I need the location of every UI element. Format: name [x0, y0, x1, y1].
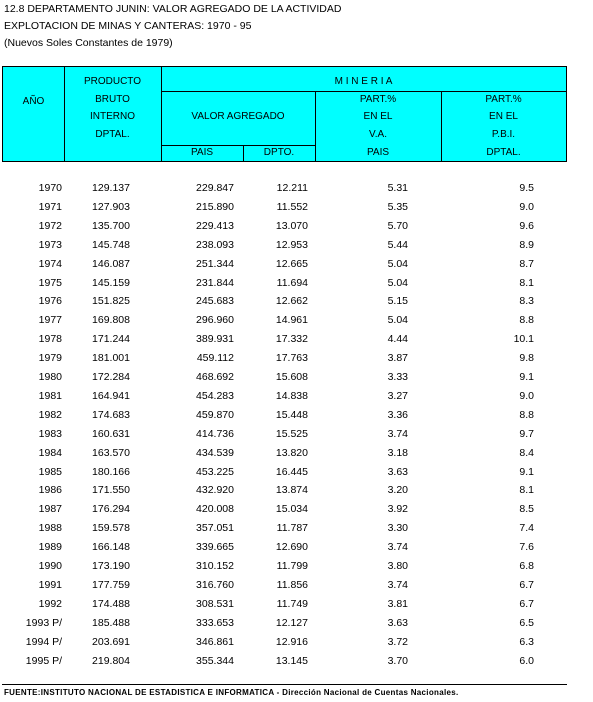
table-row	[0, 274, 593, 293]
cell-va-pais: 245.683	[196, 295, 234, 308]
table-row	[0, 463, 593, 482]
cell-year: 1984	[38, 446, 62, 459]
cell-pbi-dptal: 164.941	[92, 389, 130, 402]
cell-year: 1977	[38, 314, 62, 327]
cell-va-pais: 231.844	[196, 276, 234, 289]
cell-pbi-dptal: 219.804	[92, 654, 130, 667]
cell-part-va-pais: 3.33	[387, 371, 408, 383]
cell-pbi-dptal: 163.570	[92, 446, 130, 459]
cell-va-dpto: 12.690	[275, 541, 308, 554]
cell-part-va-pais: 3.18	[387, 446, 408, 459]
cell-part-pbi-dptal: 8.5	[519, 503, 534, 516]
cell-va-pais: 308.531	[196, 597, 234, 610]
cell-pbi-dptal: 159.578	[92, 522, 130, 535]
cell-va-pais: 215.890	[196, 200, 234, 213]
cell-part-va-pais: 3.63	[387, 616, 408, 629]
header-mineria: M I N E R I A	[334, 76, 393, 87]
header-pais: PAIS	[190, 147, 214, 158]
cell-pbi-dptal: 174.683	[92, 408, 130, 421]
table-row	[0, 538, 593, 557]
cell-part-va-pais: 5.70	[387, 219, 408, 232]
cell-va-pais: 316.760	[196, 578, 234, 591]
cell-pbi-dptal: 166.148	[92, 541, 130, 554]
cell-part-pbi-dptal: 6.0	[519, 654, 534, 667]
cell-year: 1979	[38, 352, 62, 365]
cell-va-dpto: 15.608	[275, 371, 308, 383]
cell-va-pais: 459.870	[196, 408, 234, 421]
cell-va-dpto: 12.665	[275, 257, 308, 270]
table-row	[0, 387, 593, 406]
cell-part-va-pais: 4.44	[387, 333, 408, 346]
cell-pbi-dptal: 160.631	[92, 427, 130, 440]
header-pbi-line4: DPTAL.	[95, 129, 130, 140]
cell-pbi-dptal: 135.700	[92, 219, 130, 232]
cell-pbi-dptal: 171.550	[92, 484, 130, 497]
cell-year: 1972	[38, 219, 62, 232]
cell-va-pais: 453.225	[196, 465, 234, 478]
cell-va-pais: 389.931	[196, 333, 234, 346]
cell-part-va-pais: 5.15	[387, 295, 408, 308]
cell-pbi-dptal: 145.748	[92, 238, 130, 251]
cell-va-dpto: 16.445	[275, 465, 308, 478]
table-row	[0, 519, 593, 538]
footer-divider	[2, 684, 567, 685]
cell-va-pais: 420.008	[196, 503, 234, 516]
table-units: (Nuevos Soles Constantes de 1979)	[4, 37, 173, 49]
cell-year: 1971	[38, 200, 62, 213]
cell-part-va-pais: 3.30	[387, 522, 408, 535]
cell-year: 1988	[38, 522, 62, 535]
table-row	[0, 330, 593, 349]
cell-part-pbi-dptal: 8.8	[519, 314, 534, 327]
cell-pbi-dptal: 185.488	[92, 616, 130, 629]
cell-va-pais: 333.653	[196, 616, 234, 629]
cell-va-pais: 355.344	[196, 654, 234, 667]
cell-pbi-dptal: 180.166	[92, 465, 130, 478]
cell-part-va-pais: 3.70	[387, 654, 408, 667]
cell-part-pbi-dptal: 6.7	[519, 597, 534, 610]
cell-part-pbi-dptal: 6.5	[519, 616, 534, 629]
cell-part-pbi-dptal: 6.7	[519, 578, 534, 591]
cell-part-pbi-dptal: 7.6	[519, 541, 534, 554]
cell-part-pbi-dptal: 9.0	[519, 389, 534, 402]
cell-part-va-pais: 3.92	[387, 503, 408, 516]
cell-va-pais: 468.692	[196, 371, 234, 383]
cell-part-va-pais: 3.27	[387, 389, 408, 402]
cell-year: 1991	[38, 578, 62, 591]
cell-pbi-dptal: 146.087	[92, 257, 130, 270]
cell-part-va-pais: 3.72	[387, 635, 408, 648]
cell-year: 1989	[38, 541, 62, 554]
header-partpbi-line3: P.B.I.	[491, 129, 516, 140]
cell-va-dpto: 11.799	[276, 560, 308, 572]
table-title: 12.8 DEPARTAMENTO JUNIN: VALOR AGREGADO DE LA ACTIVIDAD	[4, 3, 342, 15]
cell-va-dpto: 11.694	[276, 276, 308, 289]
table-row	[0, 255, 593, 274]
cell-part-pbi-dptal: 9.1	[519, 371, 534, 383]
cell-pbi-dptal: 174.488	[92, 597, 130, 610]
table-row	[0, 614, 593, 633]
cell-pbi-dptal: 127.903	[92, 200, 130, 213]
cell-part-pbi-dptal: 6.8	[519, 560, 534, 572]
cell-year: 1992	[38, 597, 62, 610]
cell-va-dpto: 11.856	[276, 578, 308, 591]
cell-va-dpto: 12.662	[275, 295, 308, 308]
cell-pbi-dptal: 181.001	[92, 352, 130, 365]
cell-part-va-pais: 3.74	[387, 541, 408, 554]
cell-va-pais: 459.112	[196, 352, 234, 365]
cell-va-dpto: 13.874	[275, 484, 308, 497]
cell-va-dpto: 11.552	[276, 200, 308, 213]
cell-year: 1978	[38, 333, 62, 346]
header-partva-line1: PART.%	[359, 94, 397, 105]
cell-part-pbi-dptal: 9.1	[519, 465, 534, 478]
cell-va-pais: 339.665	[196, 541, 234, 554]
cell-part-va-pais: 5.04	[387, 276, 408, 289]
cell-part-pbi-dptal: 8.8	[519, 408, 534, 421]
cell-part-va-pais: 3.63	[387, 465, 408, 478]
cell-part-va-pais: 3.74	[387, 578, 408, 591]
cell-va-dpto: 14.838	[275, 389, 308, 402]
cell-year: 1983	[38, 427, 62, 440]
table-row	[0, 198, 593, 217]
header-partpbi-line4: DPTAL.	[486, 147, 521, 158]
cell-va-pais: 414.736	[196, 427, 234, 440]
source-note: FUENTE:INSTITUTO NACIONAL DE ESTADISTICA E INFORMATICA - Dirección Nacional de Cuentas Nacionales.	[4, 688, 459, 697]
cell-part-va-pais: 3.80	[387, 560, 408, 572]
table-row	[0, 406, 593, 425]
table-row	[0, 500, 593, 519]
header-partva-line3: V.A.	[369, 129, 387, 140]
cell-pbi-dptal: 169.808	[92, 314, 130, 327]
cell-va-dpto: 13.145	[275, 654, 308, 667]
cell-va-pais: 229.847	[196, 182, 234, 194]
header-pbi-line1: PRODUCTO	[83, 76, 142, 87]
cell-va-dpto: 15.448	[275, 408, 308, 421]
table-header	[2, 66, 567, 162]
table-row	[0, 652, 593, 671]
table-row	[0, 557, 593, 576]
table-row	[0, 633, 593, 652]
cell-pbi-dptal: 203.691	[92, 635, 130, 648]
header-partpbi-line1: PART.%	[485, 94, 522, 105]
cell-year: 1990	[38, 560, 62, 572]
cell-va-pais: 238.093	[196, 238, 234, 251]
cell-part-pbi-dptal: 9.7	[519, 427, 534, 440]
cell-year: 1993 P/	[25, 616, 62, 629]
cell-va-pais: 229.413	[196, 219, 234, 232]
cell-pbi-dptal: 173.190	[92, 560, 130, 572]
cell-va-pais: 357.051	[196, 522, 234, 535]
table-row	[0, 444, 593, 463]
table-row	[0, 311, 593, 330]
cell-part-va-pais: 5.35	[387, 200, 408, 213]
cell-va-dpto: 12.916	[275, 635, 308, 648]
cell-year: 1985	[38, 465, 62, 478]
cell-va-dpto: 11.749	[276, 597, 308, 610]
cell-pbi-dptal: 171.244	[92, 333, 130, 346]
cell-year: 1987	[38, 503, 62, 516]
cell-year: 1974	[38, 257, 62, 270]
table-row	[0, 576, 593, 595]
cell-part-pbi-dptal: 9.0	[519, 200, 534, 213]
cell-va-dpto: 15.525	[275, 427, 308, 440]
cell-year: 1994 P/	[25, 635, 62, 648]
cell-year: 1981	[38, 389, 62, 402]
cell-year: 1976	[38, 295, 62, 308]
cell-part-pbi-dptal: 8.1	[519, 276, 534, 289]
table-row	[0, 179, 593, 198]
cell-pbi-dptal: 129.137	[92, 182, 130, 194]
cell-part-pbi-dptal: 10.1	[513, 333, 534, 346]
cell-va-pais: 346.861	[196, 635, 234, 648]
cell-va-pais: 454.283	[196, 389, 234, 402]
cell-va-dpto: 15.034	[275, 503, 308, 516]
table-row	[0, 425, 593, 444]
cell-year: 1980	[38, 371, 62, 383]
table-row	[0, 217, 593, 236]
header-valor-agregado: VALOR AGREGADO	[191, 111, 285, 122]
cell-part-pbi-dptal: 8.3	[519, 295, 534, 308]
cell-part-va-pais: 5.04	[387, 314, 408, 327]
cell-part-pbi-dptal: 9.6	[519, 219, 534, 232]
cell-va-pais: 310.152	[196, 560, 234, 572]
cell-part-va-pais: 3.74	[387, 427, 408, 440]
cell-part-va-pais: 3.81	[387, 597, 408, 610]
cell-part-pbi-dptal: 8.1	[519, 484, 534, 497]
cell-va-pais: 434.539	[196, 446, 234, 459]
cell-va-dpto: 13.820	[275, 446, 308, 459]
cell-part-pbi-dptal: 9.5	[519, 182, 534, 194]
cell-part-pbi-dptal: 9.8	[519, 352, 534, 365]
cell-va-dpto: 17.332	[275, 333, 308, 346]
header-anio: AÑO	[22, 96, 45, 107]
header-partpbi-line2: EN EL	[489, 111, 518, 122]
cell-part-va-pais: 3.87	[387, 352, 408, 365]
cell-va-dpto: 12.953	[275, 238, 308, 251]
cell-part-va-pais: 5.44	[387, 238, 408, 251]
cell-year: 1995 P/	[25, 654, 62, 667]
cell-part-va-pais: 3.36	[387, 408, 408, 421]
cell-part-pbi-dptal: 8.7	[519, 257, 534, 270]
cell-part-va-pais: 5.31	[387, 182, 408, 194]
cell-year: 1975	[38, 276, 62, 289]
cell-part-pbi-dptal: 8.4	[519, 446, 534, 459]
cell-year: 1986	[38, 484, 62, 497]
cell-pbi-dptal: 176.294	[92, 503, 130, 516]
cell-part-pbi-dptal: 6.3	[519, 635, 534, 648]
cell-year: 1973	[38, 238, 62, 251]
table-row	[0, 349, 593, 368]
cell-va-dpto: 17.763	[275, 352, 308, 365]
cell-va-pais: 432.920	[196, 484, 234, 497]
cell-pbi-dptal: 145.159	[92, 276, 130, 289]
header-dpto: DPTO.	[263, 147, 295, 158]
cell-pbi-dptal: 177.759	[92, 578, 130, 591]
cell-pbi-dptal: 151.825	[92, 295, 130, 308]
cell-part-pbi-dptal: 7.4	[519, 522, 534, 535]
table-row	[0, 292, 593, 311]
header-partva-line2: EN EL	[363, 111, 393, 122]
cell-part-pbi-dptal: 8.9	[519, 238, 534, 251]
header-pbi-line3: INTERNO	[90, 111, 135, 122]
cell-va-dpto: 12.127	[275, 616, 308, 629]
cell-part-va-pais: 3.20	[387, 484, 408, 497]
cell-va-dpto: 14.961	[275, 314, 308, 327]
table-row	[0, 236, 593, 255]
header-pbi-line2: BRUTO	[95, 94, 130, 105]
table-row	[0, 368, 593, 387]
cell-va-dpto: 13.070	[275, 219, 308, 232]
cell-part-va-pais: 5.04	[387, 257, 408, 270]
cell-va-pais: 296.960	[196, 314, 234, 327]
table-row	[0, 481, 593, 500]
cell-year: 1970	[38, 182, 62, 194]
cell-pbi-dptal: 172.284	[92, 371, 130, 383]
table-row	[0, 595, 593, 614]
cell-year: 1982	[38, 408, 62, 421]
cell-va-dpto: 12.211	[276, 182, 308, 194]
cell-va-pais: 251.344	[196, 257, 234, 270]
table-subtitle: EXPLOTACION DE MINAS Y CANTERAS: 1970 - 95	[4, 20, 252, 32]
header-partva-line4: PAIS	[366, 147, 390, 158]
cell-va-dpto: 11.787	[276, 522, 308, 535]
